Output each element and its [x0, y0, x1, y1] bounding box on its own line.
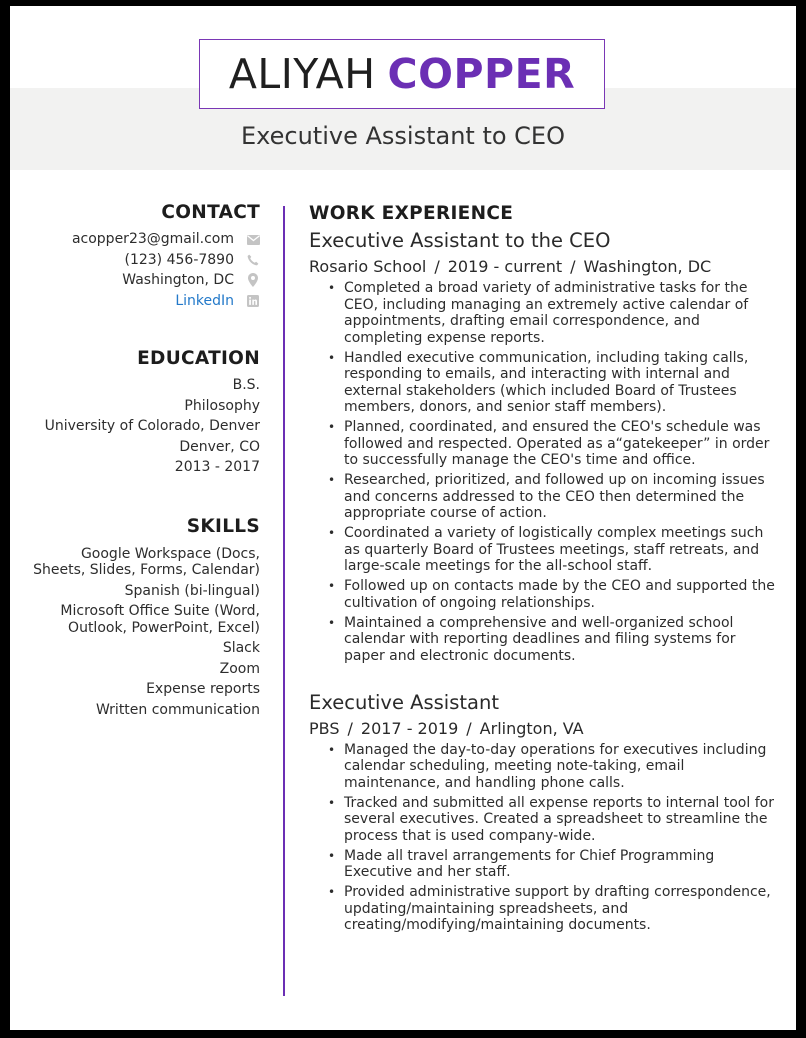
- skill-item: Zoom: [219, 660, 260, 677]
- contact-location: [30, 270, 260, 290]
- location-text: Washington, DC: [122, 272, 234, 289]
- location-pin-icon: [246, 273, 260, 287]
- left-column: [30, 203, 260, 722]
- bullet-item: • Tracked and submitted all expense reports to internal tool for several executives. Created a spreadsheet to streamline the process that is used company-wide.: [344, 795, 779, 845]
- bullet-item: • Handled executive communication, including taking calls, responding to emails, and interacting with internal and external stakeholders (which included Board of Trustees members, donors, and senior staff members).: [344, 350, 779, 416]
- skill-item: Slack: [222, 640, 260, 657]
- skill-item: Spanish (bi-lingual): [124, 582, 260, 599]
- job-entry: [309, 229, 779, 664]
- job-bullets: [309, 280, 779, 664]
- resume-page: [10, 6, 796, 1030]
- education-degree: B.S.: [232, 377, 260, 394]
- bullet-item: • Planned, coordinated, and ensured the CEO's schedule was followed and respected. Operated as a“gatekeeper” in order to successfully manage the CEO's time and office.: [344, 419, 779, 469]
- linkedin-link[interactable]: LinkedIn: [175, 292, 234, 309]
- education-school: University of Colorado, Denver: [44, 418, 260, 435]
- job-meta: PBS / 2017 - 2019 / Arlington, VA: [309, 718, 584, 738]
- education-major: Philosophy: [184, 397, 260, 414]
- first-name: ALIYAH: [228, 50, 376, 98]
- right-column: [309, 203, 779, 937]
- job-role-title: Executive Assistant: [309, 690, 499, 714]
- envelope-icon: [246, 233, 260, 247]
- name-box: [199, 39, 605, 109]
- skill-item: Written communication: [95, 701, 260, 718]
- education-heading: EDUCATION: [137, 348, 260, 370]
- skills-heading: SKILLS: [186, 516, 260, 538]
- column-divider: [283, 206, 285, 996]
- job-bullets: [309, 742, 779, 934]
- bullet-item: • Followed up on contacts made by the CEO and supported the cultivation of ongoing relationships.: [344, 578, 779, 611]
- email-text[interactable]: acopper23@gmail.com: [71, 231, 234, 248]
- bullet-item: • Maintained a comprehensive and well-organized school calendar with reporting deadlines and filing systems for paper and electronic documents.: [344, 615, 779, 665]
- job-location: Washington, DC: [583, 257, 712, 276]
- phone-icon: [246, 253, 260, 267]
- job-dates: 2017 - 2019: [360, 718, 459, 738]
- phone-text[interactable]: (123) 456-7890: [124, 251, 234, 268]
- bullet-item: • Provided administrative support by drafting correspondence, updating/maintaining spreadsheets, and creating/modifying/maintaining documents.: [344, 884, 779, 934]
- skill-item: Expense reports: [146, 681, 260, 698]
- bullet-item: • Completed a broad variety of administrative tasks for the CEO, including managing an extremely active calendar of appointments, drafting email correspondence, and completing expense reports.: [344, 280, 779, 346]
- job-entry: [309, 691, 779, 934]
- contact-heading: CONTACT: [161, 202, 260, 223]
- job-location: Arlington, VA: [479, 718, 584, 738]
- bullet-item: • Managed the day-to-day operations for executives including calendar scheduling, meeting note-taking, email maintenance, and handling phone calls.: [344, 742, 779, 792]
- education-years: 2013 - 2017: [174, 459, 260, 476]
- last-name: COPPER: [387, 50, 576, 98]
- job-company: PBS: [309, 718, 340, 738]
- skill-item: Google Workspace (Docs, Sheets, Slides, Forms, Calendar): [33, 545, 260, 579]
- skill-item: Microsoft Office Suite (Word, Outlook, PowerPoint, Excel): [60, 603, 260, 636]
- bullet-item: • Researched, prioritized, and followed up on incoming issues and concerns addressed to the CEO then determined the appropriate course of action.: [344, 472, 779, 522]
- contact-phone[interactable]: [30, 250, 260, 270]
- job-role-title: Executive Assistant to the CEO: [309, 229, 611, 252]
- contact-linkedin[interactable]: [30, 291, 260, 311]
- linkedin-icon: [246, 294, 260, 308]
- work-experience-heading: WORK EXPERIENCE: [309, 203, 514, 224]
- bullet-item: • Coordinated a variety of logistically complex meetings such as quarterly Board of Trustees meetings, staff retreats, and large-scale meetings for the all-school staff.: [344, 525, 779, 575]
- contact-email[interactable]: [30, 229, 260, 249]
- job-dates: 2019 - current: [447, 257, 563, 276]
- job-meta: Rosario School / 2019 - current / Washington, DC: [309, 257, 712, 276]
- education-location: Denver, CO: [179, 438, 260, 455]
- bullet-item: • Made all travel arrangements for Chief Programming Executive and her staff.: [344, 848, 779, 881]
- job-title: Executive Assistant to CEO: [241, 122, 565, 150]
- job-company: Rosario School: [309, 257, 427, 276]
